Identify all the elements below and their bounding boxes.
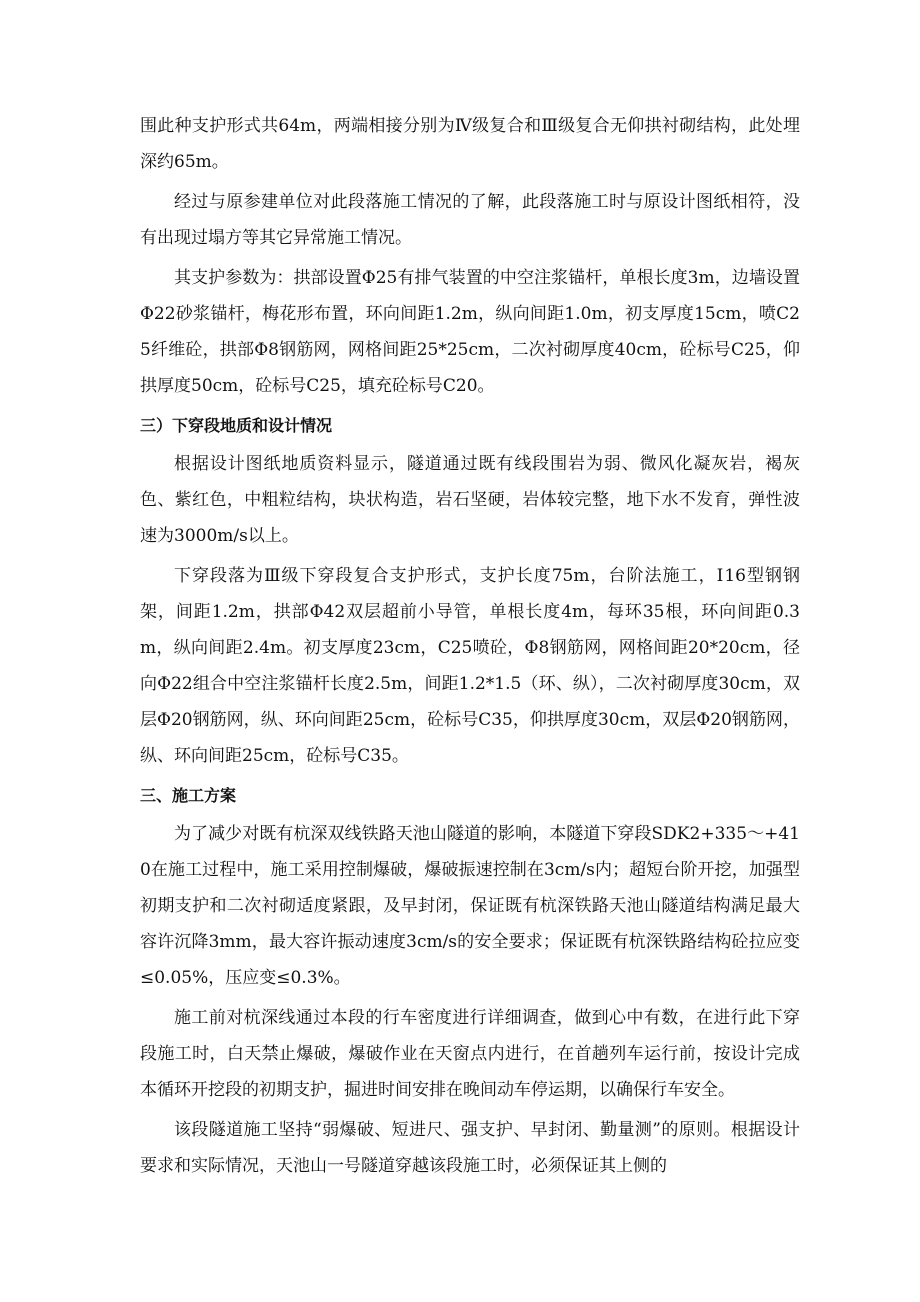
section-heading-construction-plan: 三、施工方案	[140, 786, 237, 805]
document-body	[140, 108, 800, 1188]
paragraph-support-parameters: 其支护参数为：拱部设置Φ25有排气装置的中空注浆锚杆，单根长度3m，边墙设置Φ22砂浆锚杆，梅花形布置，环向间距1.2m，纵向间距1.0m，初支厚度15cm，喷C25纤维砼，拱部Φ8钢筋网，网格间距25*25cm，二次衬砌厚度40cm，砼标号C25，仰拱厚度50cm，砼标号C25，填充砼标号C20。	[140, 268, 800, 396]
paragraph-blasting-control: 为了减少对既有杭深双线铁路天池山隧道的影响，本隧道下穿段SDK2+335～+410在施工过程中，施工采用控制爆破，爆破振速控制在3cm/s内；超短台阶开挖，加强型初期支护和二次衬砌适度紧跟，及早封闭，保证既有杭深铁路天池山隧道结构满足最大容许沉降3mm，最大容许振动速度3cm/s的安全要求；保证既有杭深铁路结构砼拉应变≤0.05%，压应变≤0.3%。	[140, 824, 800, 988]
paragraph-traffic-survey: 施工前对杭深线通过本段的行车密度进行详细调查，做到心中有数，在进行此下穿段施工时，白天禁止爆破，爆破作业在天窗点内进行，在首趟列车运行前，按设计完成本循环开挖段的初期支护，掘进时间安排在晚间动车停运期，以确保行车安全。	[140, 1008, 800, 1100]
paragraph-support-extent: 围此种支护形式共64m，两端相接分别为Ⅳ级复合和Ⅲ级复合无仰拱衬砌结构，此处埋深约65m。	[140, 116, 800, 172]
paragraph-underpass-design: 下穿段落为Ⅲ级下穿段复合支护形式，支护长度75m，台阶法施工，Ⅰ16型钢钢架，间距1.2m，拱部Φ42双层超前小导管，单根长度4m，每环35根，环向间距0.3m，纵向间距2.4m。初支厚度23cm，C25喷砼，Φ8钢筋网，网格间距20*20cm，径向Φ22组合中空注浆锚杆长度2.5m，间距1.2*1.5（环、纵），二次衬砌厚度30cm，双层Φ20钢筋网，纵、环向间距25cm，砼标号C35，仰拱厚度30cm，双层Φ20钢筋网，纵、环向间距25cm，砼标号C35。	[140, 566, 800, 766]
paragraph-principles: 该段隧道施工坚持“弱爆破、短进尺、强支护、早封闭、勤量测”的原则。根据设计要求和实际情况，天池山一号隧道穿越该段施工时，必须保证其上侧的	[140, 1120, 800, 1176]
paragraph-geology: 根据设计图纸地质资料显示，隧道通过既有线段围岩为弱、微风化凝灰岩，褐灰色、紫红色，中粗粒结构，块状构造，岩石坚硬，岩体较完整，地下水不发育，弹性波速为3000m/s以上。	[140, 454, 800, 546]
paragraph-construction-history: 经过与原参建单位对此段落施工情况的了解，此段落施工时与原设计图纸相符，没有出现过塌方等其它异常施工情况。	[140, 192, 800, 248]
section-heading-geology: 三）下穿段地质和设计情况	[140, 416, 333, 435]
